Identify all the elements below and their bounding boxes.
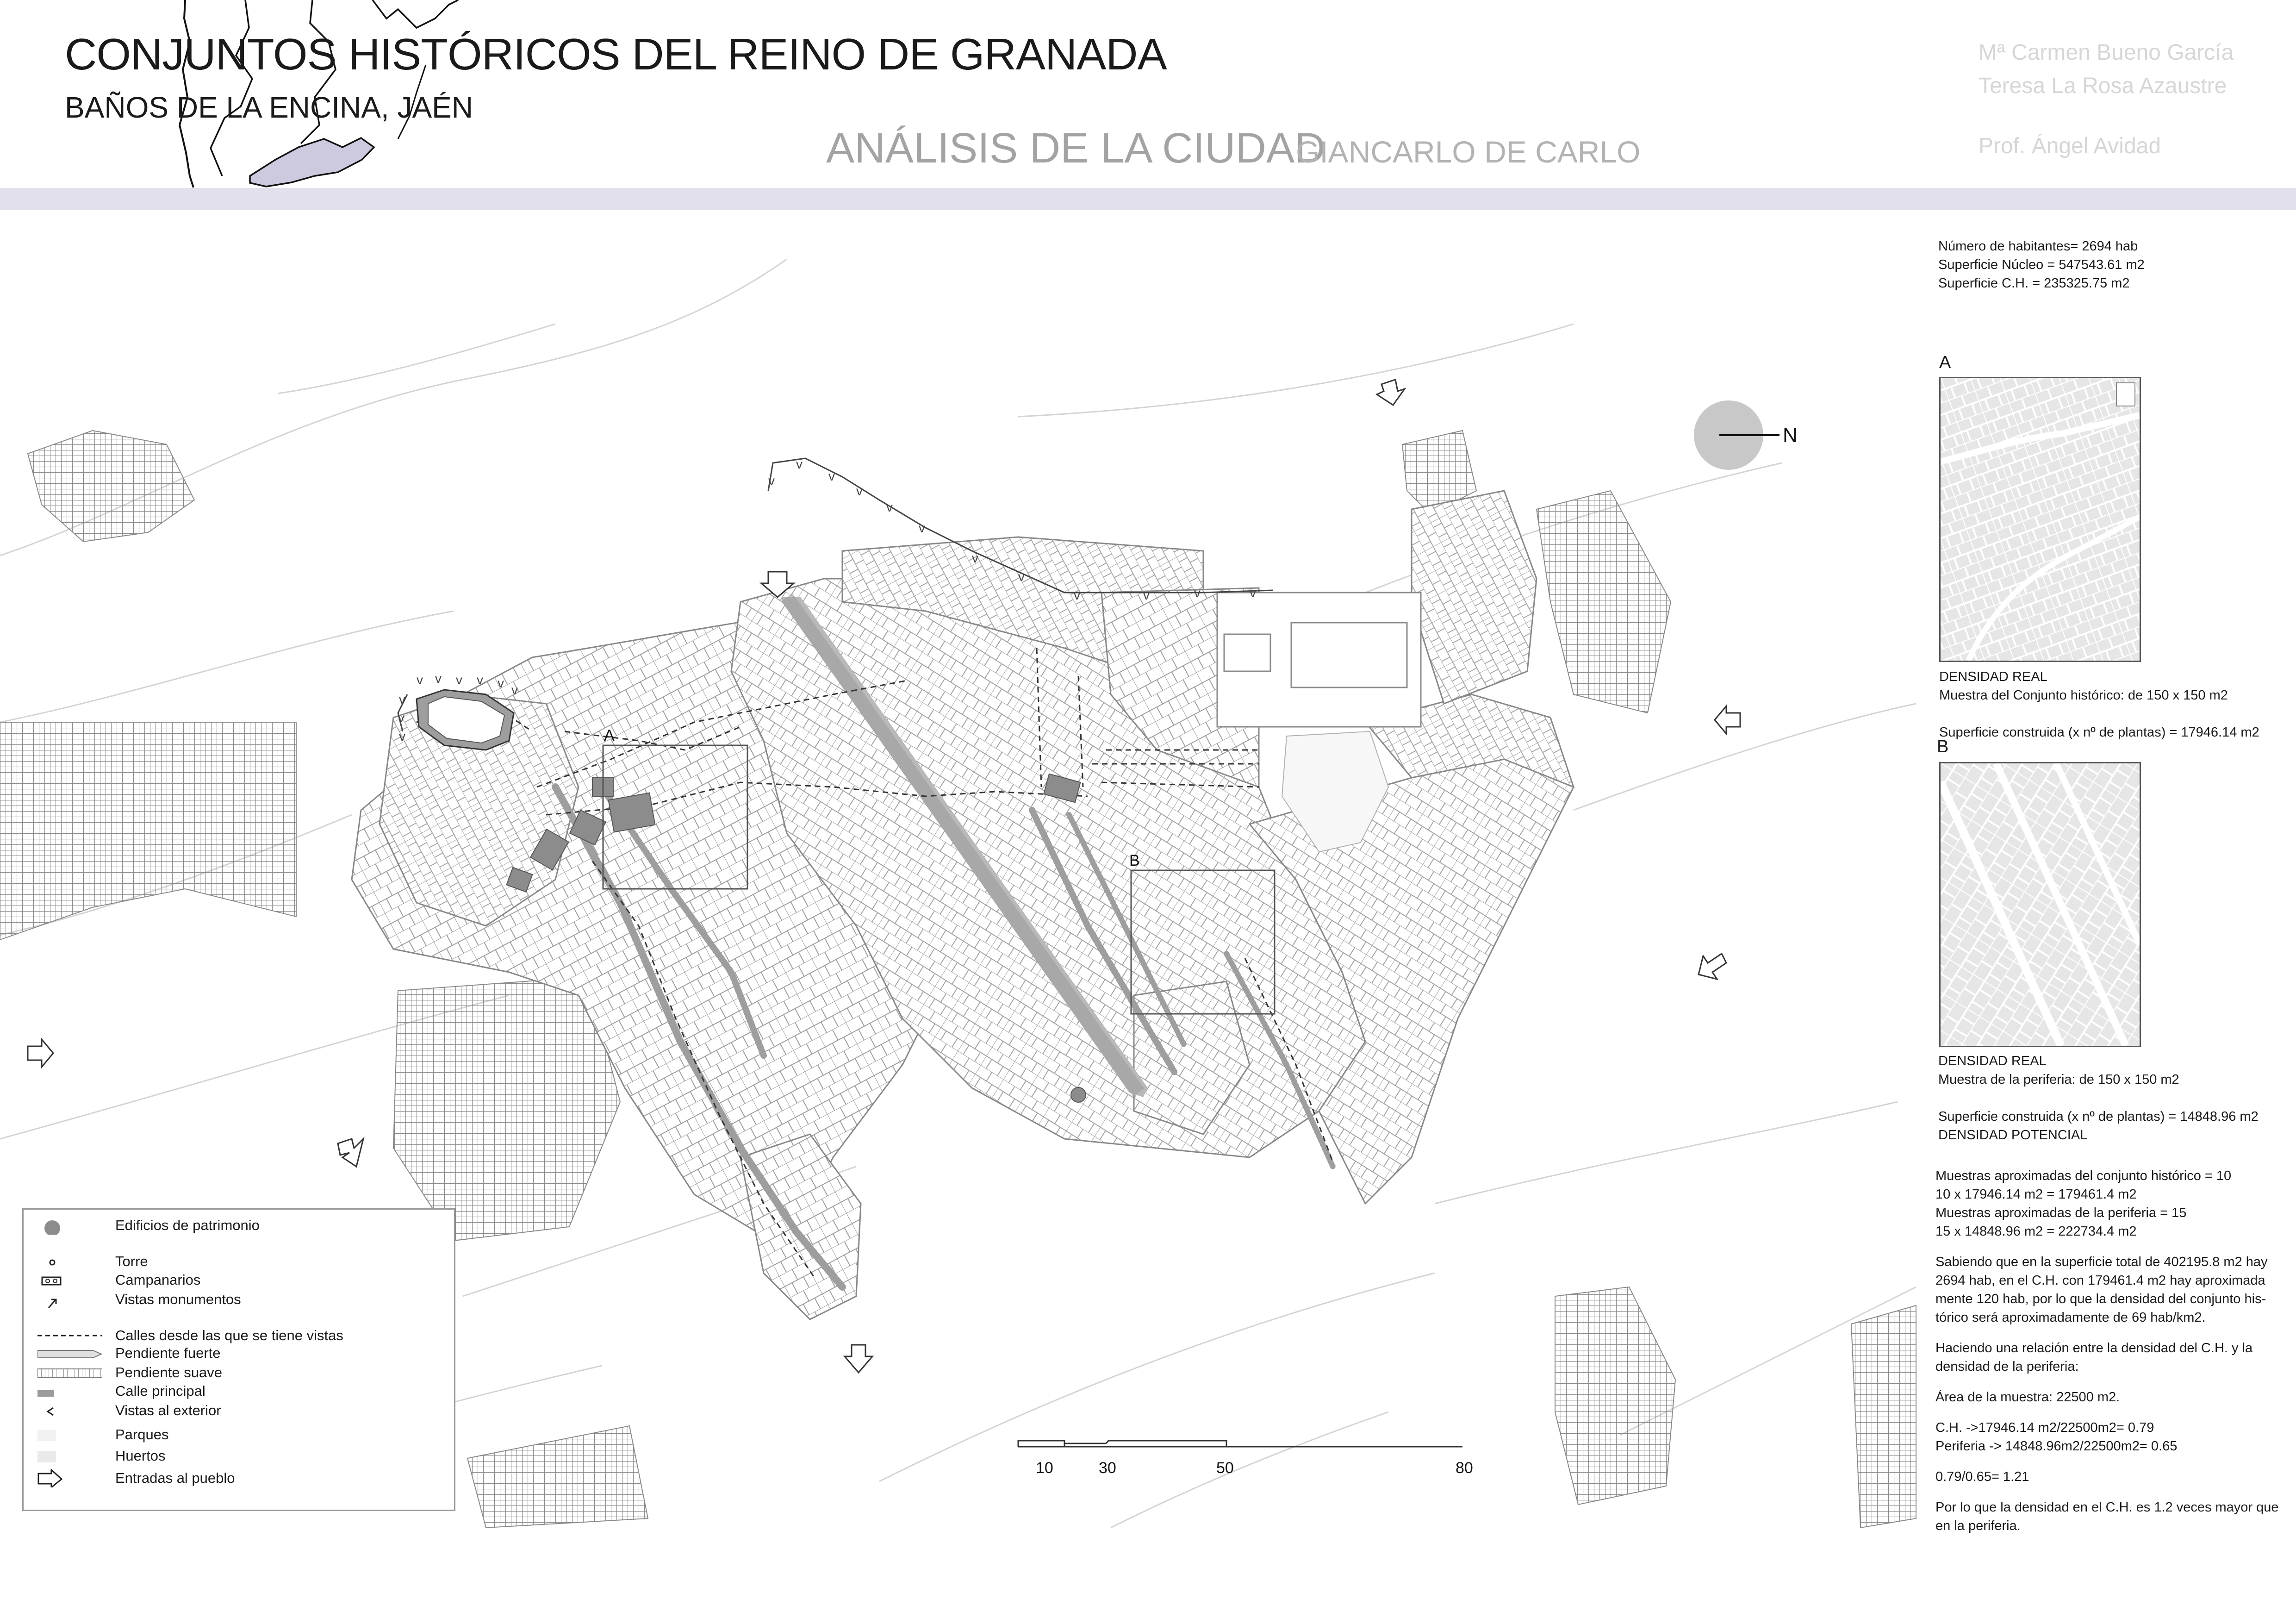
svg-text:v: v bbox=[398, 711, 404, 725]
granada-region bbox=[250, 138, 374, 187]
sample-a-image bbox=[1939, 377, 2141, 662]
map-label-b: B bbox=[1129, 852, 1140, 869]
sample-b-caption: DENSIDAD REAL Muestra de la periferia: de 150 x 150 m2 Superficie construida (x nº de plantas) = 14848.96 m2 DENSIDAD POTENCIAL bbox=[1938, 1054, 2259, 1143]
north-label: N bbox=[1783, 424, 1798, 447]
svg-text:v: v bbox=[1143, 588, 1150, 602]
svg-text:v: v bbox=[796, 457, 803, 471]
svg-text:v: v bbox=[886, 500, 893, 514]
svg-text:v: v bbox=[1018, 569, 1025, 584]
svg-text:v: v bbox=[435, 671, 442, 686]
legend-item: Vistas al exterior bbox=[24, 1401, 454, 1420]
legend-item: Torre bbox=[24, 1252, 454, 1271]
sample-a-caption: DENSIDAD REAL Muestra del Conjunto histórico: de 150 x 150 m2 Superficie construida (x nº de plantas) = 17946.14 m2 bbox=[1939, 669, 2259, 740]
svg-text:v: v bbox=[1194, 586, 1201, 600]
svg-text:v: v bbox=[768, 474, 775, 488]
svg-text:v: v bbox=[919, 521, 925, 535]
legend-item: Vistas monumentos bbox=[24, 1290, 454, 1309]
professor-name: Prof. Ángel Avidad bbox=[1979, 134, 2161, 158]
main-street-icon bbox=[37, 1382, 102, 1400]
legend-item: Edificios de patrimonio bbox=[24, 1216, 454, 1235]
heritage-building-icon bbox=[37, 1216, 102, 1235]
stats-block: Número de habitantes= 2694 hab Superficie Núcleo = 547543.61 m2 Superficie C.H. = 235325.75 m2 bbox=[1938, 239, 2145, 291]
map-label-a: A bbox=[604, 727, 615, 744]
orchards-icon bbox=[37, 1447, 102, 1465]
svg-text:v: v bbox=[1250, 586, 1256, 600]
legend-item: Pendiente fuerte bbox=[24, 1344, 454, 1362]
legend-item: Huertos bbox=[24, 1447, 454, 1465]
page-title: CONJUNTOS HISTÓRICOS DEL REINO DE GRANADA bbox=[65, 30, 1167, 79]
svg-text:v: v bbox=[856, 484, 863, 498]
density-analysis-text: Muestras aproximadas del conjunto histórico = 10 10 x 17946.14 m2 = 179461.4 m2 Muestras aproximadas de la periferia = 15 15 x 14848.96 m2 = 222734.4 m2 Sabiendo que en la superficie total de 402195.8 m2 hay 2694 hab, en el C.H. con 179461.4 m2 hay aproximada mente 120 hab, por lo que la densidad del conjunto his- tórico será aproximadamente de 69 hab/km2. Haciendo una relación entre la densidad del C.H. y la densidad de la periferia: Área de la muestra: 22500 m2. C.H. ->17946.14 m2/22500m2= 0.79 Periferia -> 14848.96m2/22500m2= 0.65 0.79/0.65= 1.21 Por lo que la densidad en el C.H. es 1.2 veces mayor que en la periferia. bbox=[1935, 1168, 2279, 1533]
parks-icon bbox=[37, 1425, 102, 1444]
analysis-panel bbox=[1935, 0, 2296, 1624]
svg-text:v: v bbox=[828, 469, 835, 483]
svg-text:v: v bbox=[498, 676, 504, 690]
svg-text:v: v bbox=[511, 683, 518, 697]
tower-icon bbox=[37, 1252, 102, 1271]
legend-item: Campanarios bbox=[24, 1271, 454, 1289]
steep-slope-icon bbox=[37, 1344, 102, 1362]
svg-text:30: 30 bbox=[1099, 1459, 1116, 1477]
gentle-slope-icon bbox=[37, 1363, 102, 1382]
legend-item: Entradas al pueblo bbox=[24, 1469, 454, 1487]
monument-view-arrow-icon bbox=[37, 1290, 102, 1309]
scale-labels bbox=[1036, 1459, 1473, 1477]
map-legend bbox=[22, 1208, 455, 1511]
svg-text:80: 80 bbox=[1456, 1459, 1473, 1477]
analysis-title: ANÁLISIS DE LA CIUDAD bbox=[826, 125, 1325, 172]
svg-text:50: 50 bbox=[1216, 1459, 1234, 1477]
legend-item: Calle principal bbox=[24, 1382, 454, 1400]
svg-text:v: v bbox=[477, 673, 483, 687]
svg-text:v: v bbox=[417, 673, 423, 687]
legend-item: Parques bbox=[24, 1425, 454, 1444]
sports-ground bbox=[1217, 593, 1421, 727]
svg-text:v: v bbox=[456, 673, 462, 687]
dashed-line-icon bbox=[37, 1326, 102, 1345]
svg-text:v: v bbox=[1074, 588, 1080, 602]
scale-bar bbox=[1018, 1441, 1462, 1447]
author-name: Mª Carmen Bueno García bbox=[1979, 40, 2234, 65]
svg-text:10: 10 bbox=[1036, 1459, 1053, 1477]
author-name: Teresa La Rosa Azaustre bbox=[1979, 74, 2227, 98]
north-arrow bbox=[1694, 400, 1780, 470]
svg-text:v: v bbox=[399, 692, 405, 706]
svg-text:v: v bbox=[399, 729, 405, 743]
sample-b-image bbox=[1939, 762, 2141, 1047]
sample-b-label: B bbox=[1937, 737, 1949, 756]
legend-item: Pendiente suave bbox=[24, 1363, 454, 1382]
bell-tower-icon bbox=[37, 1271, 102, 1289]
outside-view-icon bbox=[37, 1401, 102, 1420]
sample-a-label: A bbox=[1939, 353, 1951, 372]
legend-item: Calles desde las que se tiene vistas bbox=[24, 1326, 454, 1345]
town-entrance-arrow-icon bbox=[37, 1469, 102, 1487]
svg-text:v: v bbox=[972, 551, 978, 565]
page-subtitle: BAÑOS DE LA ENCINA, JAÉN bbox=[65, 91, 473, 124]
analysis-author: GIANCARLO DE CARLO bbox=[1296, 135, 1641, 169]
